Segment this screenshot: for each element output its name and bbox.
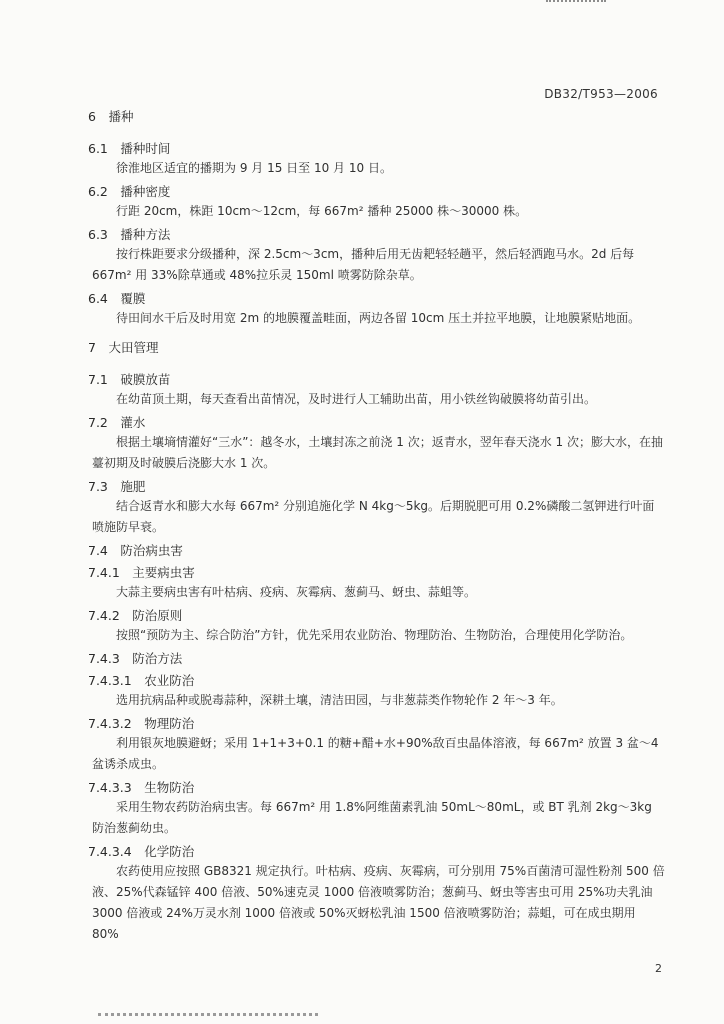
section-heading: 6 播种 xyxy=(88,109,134,124)
subsection-heading: 7.4 防治病虫害 xyxy=(88,543,183,558)
subsection-heading: 7.3 施肥 xyxy=(88,479,146,494)
subsection-heading: 6.4 覆膜 xyxy=(88,291,146,306)
subsection-heading: 7.4.3.4 化学防治 xyxy=(88,844,195,859)
scan-artifact-bottom xyxy=(98,1013,318,1022)
subsection-heading: 7.4.3.2 物理防治 xyxy=(88,716,195,731)
standard-code: DB32/T953—2006 xyxy=(544,87,658,101)
paragraph: 按行株距要求分级播种，深 2.5cm～3cm，播种后用无齿耙轻轻趟平，然后轻洒跑马水。2d 后每 667m² 用 33%除草通或 48%拉乐灵 150ml 喷雾防除杂草。 xyxy=(92,247,635,282)
paragraph: 大蒜主要病虫害有叶枯病、疫病、灰霉病、葱蓟马、蚜虫、蒜蛆等。 xyxy=(116,585,477,599)
subsection-heading: 6.1 播种时间 xyxy=(88,141,171,156)
paragraph: 农药使用应按照 GB8321 规定执行。叶枯病、疫病、灰霉病，可分别用 75%百菌清可湿性粉剂 500 倍液、25%代森锰锌 400 倍液、50%速克灵 1000 倍液喷雾防治；葱蓟马、蚜虫等害虫可用 25%功夫乳油 3000 倍液或 24%万灵水剂 1000 倍液或 50%灭蚜松乳油 1500 倍液喷雾防治；蒜蛆，可在成虫期用 80% xyxy=(92,864,665,941)
paragraph: 选用抗病品种或脱毒蒜种，深耕土壤，清洁田园，与非葱蒜类作物轮作 2 年～3 年。 xyxy=(116,693,563,707)
subsection-heading: 6.2 播种密度 xyxy=(88,184,171,199)
subsection-heading: 7.1 破膜放苗 xyxy=(88,372,171,387)
paragraph: 按照“预防为主、综合防治”方针，优先采用农业防治、物理防治、生物防治，合理使用化学防治。 xyxy=(116,628,633,642)
paragraph: 结合返青水和膨大水每 667m² 分别追施化学 N 4kg～5kg。后期脱肥可用 0.2%磷酸二氢钾进行叶面喷施防早衰。 xyxy=(92,499,655,534)
subsection-heading: 7.4.1 主要病虫害 xyxy=(88,565,195,580)
subsection-heading: 7.4.3.3 生物防治 xyxy=(88,780,195,795)
section-heading: 7 大田管理 xyxy=(88,340,159,355)
subsection-heading: 6.3 播种方法 xyxy=(88,227,171,242)
scan-artifact-top xyxy=(546,0,606,6)
paragraph: 利用银灰地膜避蚜；采用 1+1+3+0.1 的糖+醋+水+90%敌百虫晶体溶液，每 667m² 放置 3 盆～4 盆诱杀成虫。 xyxy=(92,736,659,771)
subsection-heading: 7.4.2 防治原则 xyxy=(88,608,183,623)
paragraph: 采用生物农药防治病虫害。每 667m² 用 1.8%阿维菌素乳油 50mL～80mL，或 BT 乳剂 2kg～3kg 防治葱蓟幼虫。 xyxy=(92,800,652,835)
paragraph: 在幼苗顶土期，每天查看出苗情况，及时进行人工辅助出苗，用小铁丝钩破膜将幼苗引出。 xyxy=(116,392,597,406)
paragraph: 待田间水干后及时用宽 2m 的地膜覆盖畦面，两边各留 10cm 压土并拉平地膜，让地膜紧贴地面。 xyxy=(116,311,641,325)
paragraph: 徐淮地区适宜的播期为 9 月 15 日至 10 月 10 日。 xyxy=(116,161,392,175)
subsection-heading: 7.2 灌水 xyxy=(88,415,146,430)
paragraph: 行距 20cm，株距 10cm～12cm，每 667m² 播种 25000 株～30000 株。 xyxy=(116,204,528,218)
subsection-heading: 7.4.3.1 农业防治 xyxy=(88,673,195,688)
subsection-heading: 7.4.3 防治方法 xyxy=(88,651,183,666)
page-number: 2 xyxy=(655,962,662,975)
paragraph: 根据土壤墒情灌好“三水”：越冬水，土壤封冻之前浇 1 次；返青水，翌年春天浇水 1 次；膨大水，在抽薹初期及时破膜后浇膨大水 1 次。 xyxy=(92,435,663,470)
document-body xyxy=(88,108,666,945)
